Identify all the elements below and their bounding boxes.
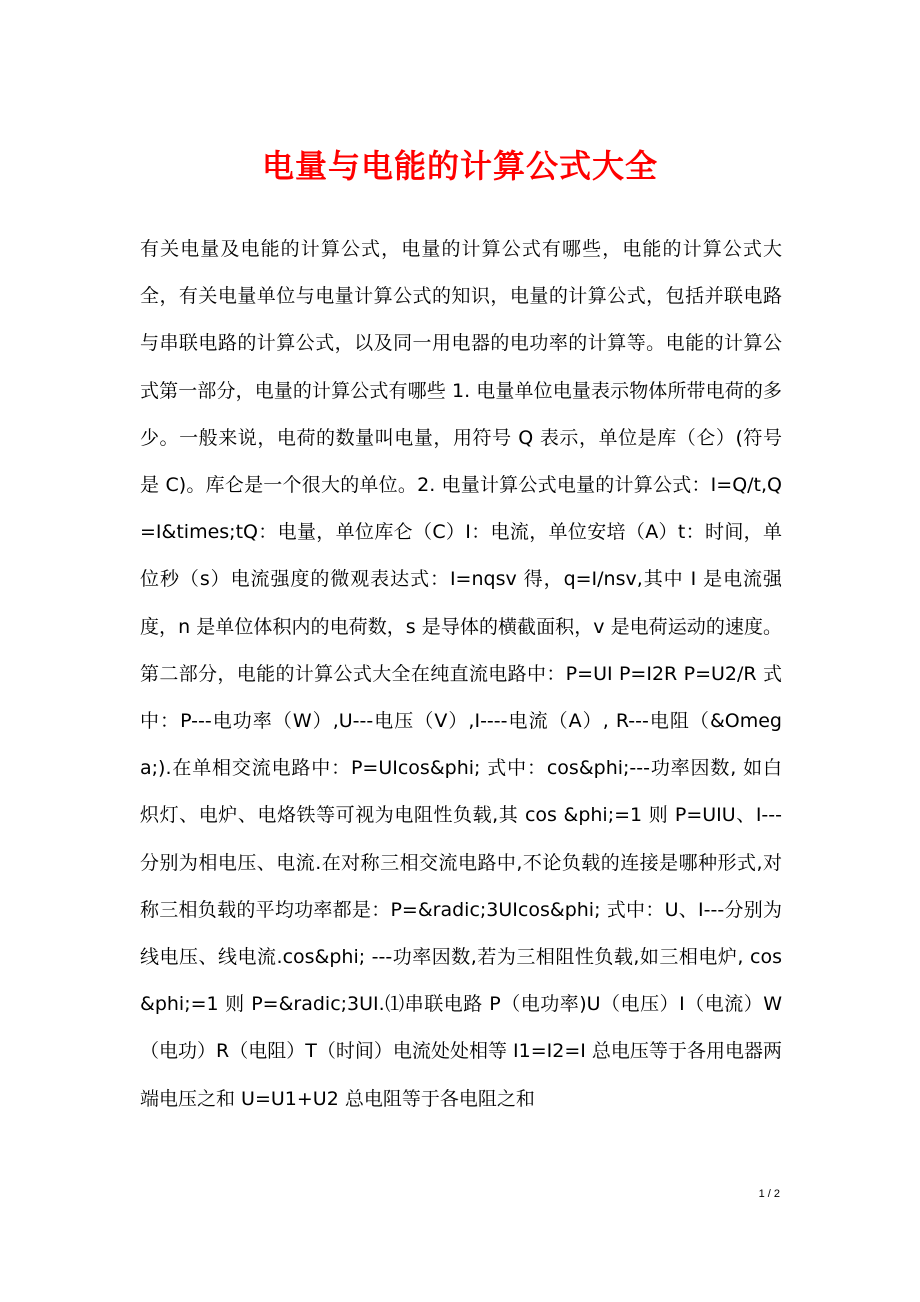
page-number: 1 / 2	[758, 1188, 780, 1200]
body-paragraph: 有关电量及电能的计算公式，电量的计算公式有哪些，电能的计算公式大全，有关电量单位与电量计算公式的知识，电量的计算公式，包括并联电路与串联电路的计算公式，以及同一用电器的电功率的计算等。电能的计算公式第一部分，电量的计算公式有哪些 1. 电量单位电量表示物体所带电荷的多少。一般来说，电荷的数量叫电量，用符号 Q 表示，单位是库（仑）(符号是 C)。库仑是一个很大的单位。2. 电量计算公式电量的计算公式：I=Q/t,Q=I&times;tQ：电量，单位库仑（C）I：电流，单位安培（A）t：时间，单位秒（s）电流强度的微观表达式：I=nqsv 得，q=I/nsv,其中 I 是电流强度，n 是单位体积内的电荷数，s 是导体的横截面积，v 是电荷运动的速度。第二部分，电能的计算公式大全在纯直流电路中：P=UI P=I2R P=U2/R 式中：P---电功率（W）,U---电压（V）,I----电流（A）, R---电阻（&Omega;).在单相交流电路中：P=UIcos&phi; 式中：cos&phi;---功率因数, 如白炽灯、电炉、电烙铁等可视为电阻性负载,其 cos &phi;=1 则 P=UIU、I---分别为相电压、电流.在对称三相交流电路中,不论负载的连接是哪种形式,对称三相负载的平均功率都是：P=&radic;3UIcos&phi; 式中：U、I---分别为线电压、线电流.cos&phi; ---功率因数,若为三相阻性负载,如三相电炉, cos&phi;=1 则 P=&radic;3UI.⑴串联电路 P（电功率)U（电压）I（电流）W（电功）R（电阻）T（时间）电流处处相等 I1=I2=I 总电压等于各用电器两端电压之和 U=U1+U2 总电阻等于各电阻之和	[140, 238, 782, 1110]
page-title: 电量与电能的计算公式大全	[261, 147, 658, 185]
